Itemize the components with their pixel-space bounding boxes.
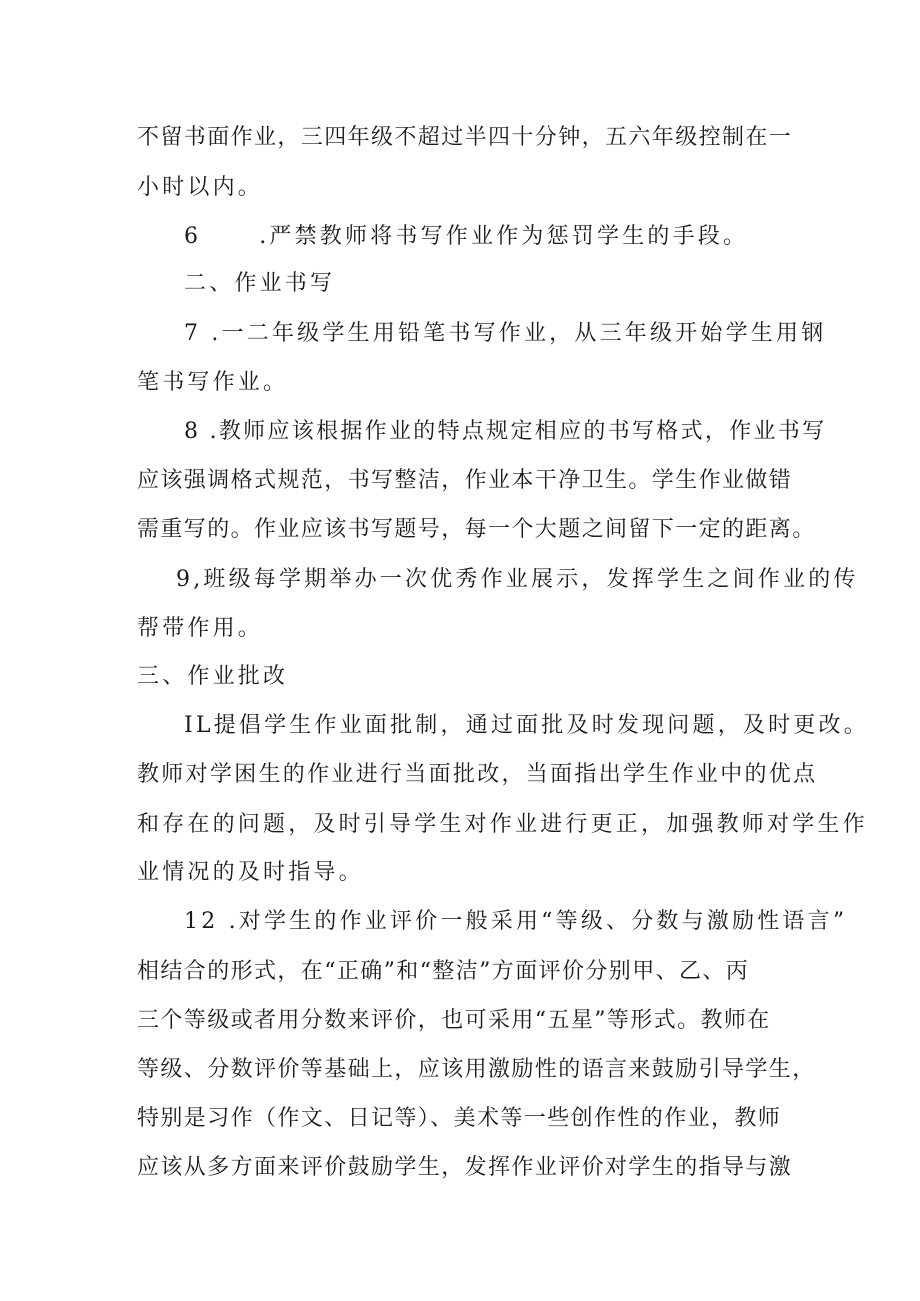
text-line: 三个等级或者用分数来评价，也可采用“五星”等形式。教师在	[137, 1008, 771, 1033]
text-line: 需重写的。作业应该书写题号，每一个大题之间留下一定的距离。	[137, 517, 816, 542]
section-heading: 二、作业书写	[184, 271, 336, 296]
item-text: .严禁教师将书写作业作为惩罚学生的手段。	[259, 224, 749, 249]
text-line: 8 .教师应该根据作业的特点规定相应的书写格式，作业书写	[184, 419, 827, 444]
text-line: 教师对学困生的作业进行当面批改，当面指出学生作业中的优点	[137, 762, 818, 787]
text-line: 应该强调格式规范，书写整洁，作业本干净卫生。学生作业做错	[137, 468, 793, 493]
section-heading: 三、作业批改	[137, 664, 289, 689]
text-line: 应该从多方面来评价鼓励学生，发挥作业评价对学生的指导与激	[137, 1155, 793, 1180]
text-line: 特别是习作（作文、日记等）、美术等一些创作性的作业，教师	[137, 1106, 782, 1131]
text-line: 等级、分数评价等基础上，应该用激励性的语言来鼓励引导学生，	[137, 1057, 816, 1082]
text-line: 笔书写作业。	[137, 370, 289, 395]
text-line: 7 .一二年级学生用铅笔书写作业，从三年级开始学生用钢	[184, 321, 827, 346]
text-line: 业情况的及时指导。	[137, 860, 364, 885]
text-line: 12 .对学生的作业评价一般采用“等级、分数与激励性语言”	[184, 909, 848, 934]
list-item-6	[184, 222, 796, 252]
text-line: 相结合的形式，在“正确”和“整洁”方面评价分别甲、乙、丙	[137, 959, 750, 984]
item-number: 6	[184, 224, 202, 249]
text-line: 不留书面作业，三四年级不超过半四十分钟，五六年级控制在一	[137, 125, 793, 150]
text-line: 小时以内。	[137, 175, 264, 200]
text-line: 帮带作用。	[137, 616, 264, 641]
text-line: 和存在的问题，及时引导学生对作业进行更正，加强教师对学生作	[137, 812, 868, 837]
text-line: 9,班级每学期举办一次优秀作业展示，发挥学生之间作业的传	[176, 567, 859, 592]
text-line: IL提倡学生作业面批制，通过面批及时发现问题，及时更改。	[184, 713, 869, 738]
